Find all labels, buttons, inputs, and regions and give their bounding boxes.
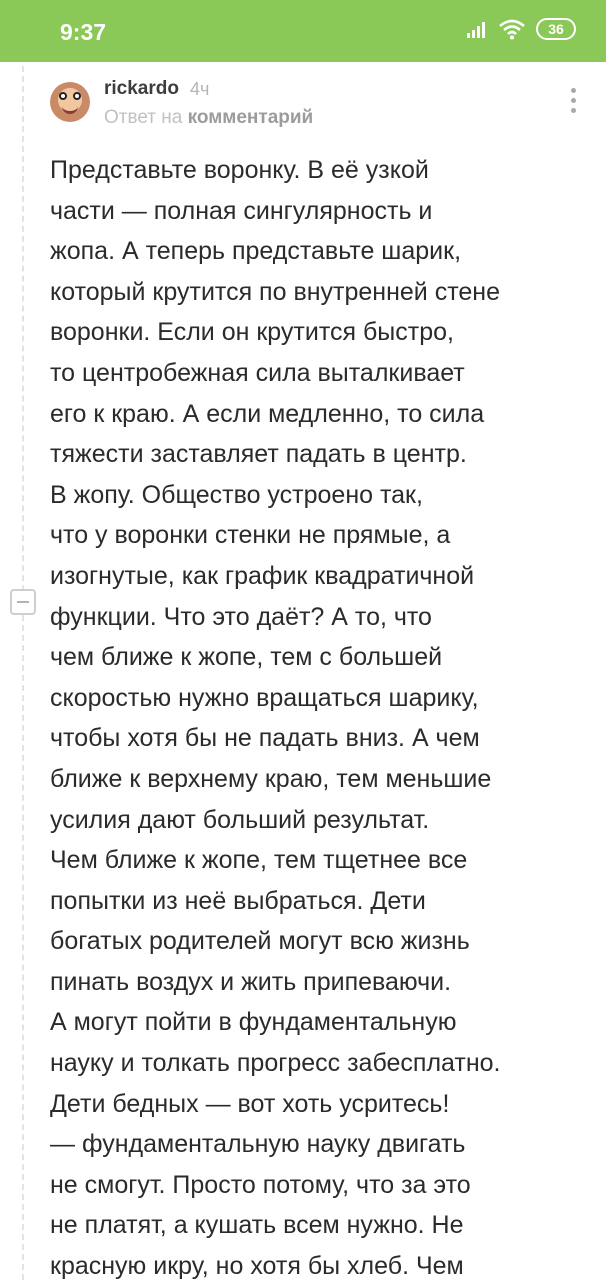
comment-line: его к краю. А если медленно, то сила (50, 399, 485, 428)
comment-line: богатых родителей могут всю жизнь (50, 927, 470, 956)
comment-line: науку и толкать прогресс забесплатно. (50, 1049, 501, 1078)
battery-level: 36 (548, 21, 564, 37)
comment-line: чтобы хотя бы не падать вниз. А чем (50, 724, 480, 753)
comment-line: В жопу. Общество устроено так, (50, 480, 423, 509)
comment-line: — фундаментальную науку двигать (50, 1130, 466, 1159)
more-vertical-icon[interactable] (566, 88, 580, 122)
avatar[interactable] (50, 82, 90, 122)
comment-line: жопа. А теперь представьте шарик, (50, 237, 462, 266)
comment-author[interactable]: rickardo (104, 78, 179, 99)
comment-line: который крутится по внутренней стене (50, 277, 500, 306)
comment-line: усилия дают больший результат. (50, 805, 430, 834)
reply-line (104, 107, 313, 129)
thread-line (22, 66, 24, 1280)
comment-line: что у воронки стенки не прямые, а (50, 521, 451, 550)
reply-prefix: Ответ на (104, 107, 183, 128)
comment-line: ближе к верхнему краю, тем меньшие (50, 764, 492, 793)
comment-line: изогнутые, как график квадратичной (50, 561, 475, 590)
comment-line: пинать воздух и жить припеваючи. (50, 967, 452, 996)
comment-line: Представьте воронку. В её узкой (50, 156, 429, 184)
avatar-mouth (62, 106, 78, 114)
comment-line: чем ближе к жопе, тем с большей (50, 643, 443, 672)
comment-line: воронки. Если он крутится быстро, (50, 318, 454, 347)
wifi-icon (498, 18, 526, 40)
comment-line: тяжести заставляет падать в центр. (50, 440, 467, 469)
collapse-thread-icon[interactable] (10, 589, 36, 615)
reply-target-link[interactable]: комментарий (187, 107, 314, 128)
comment-line: А могут пойти в фундаментальную (50, 1008, 457, 1037)
comment-line: Дети бедных — вот хоть усритесь! (50, 1089, 450, 1118)
comment-line: то центробежная сила выталкивает (50, 358, 465, 387)
comment-line: Чем ближе к жопе, тем тщетнее все (50, 846, 468, 875)
signal-bars-icon (466, 20, 488, 38)
comment-time: 4ч (190, 79, 210, 99)
status-icons (466, 18, 576, 40)
status-time: 9:37 (60, 19, 107, 45)
comment-body (50, 150, 590, 1280)
status-bar (0, 0, 606, 62)
comment-line: функции. Что это даёт? А то, что (50, 602, 432, 631)
comment-line: части — полная сингулярность и (50, 196, 433, 225)
comment-line: попытки из неё выбраться. Дети (50, 886, 426, 915)
comment-line: красную икру, но хотя бы хлеб. Чем (50, 1252, 464, 1280)
comment-line: не платят, а кушать всем нужно. Не (50, 1211, 464, 1240)
battery-indicator (536, 18, 576, 40)
avatar-eye-right (73, 92, 81, 100)
comment-line: не смогут. Просто потому, что за это (50, 1170, 471, 1199)
avatar-eye-left (59, 92, 67, 100)
comment-line: скоростью нужно вращаться шарику, (50, 683, 479, 712)
